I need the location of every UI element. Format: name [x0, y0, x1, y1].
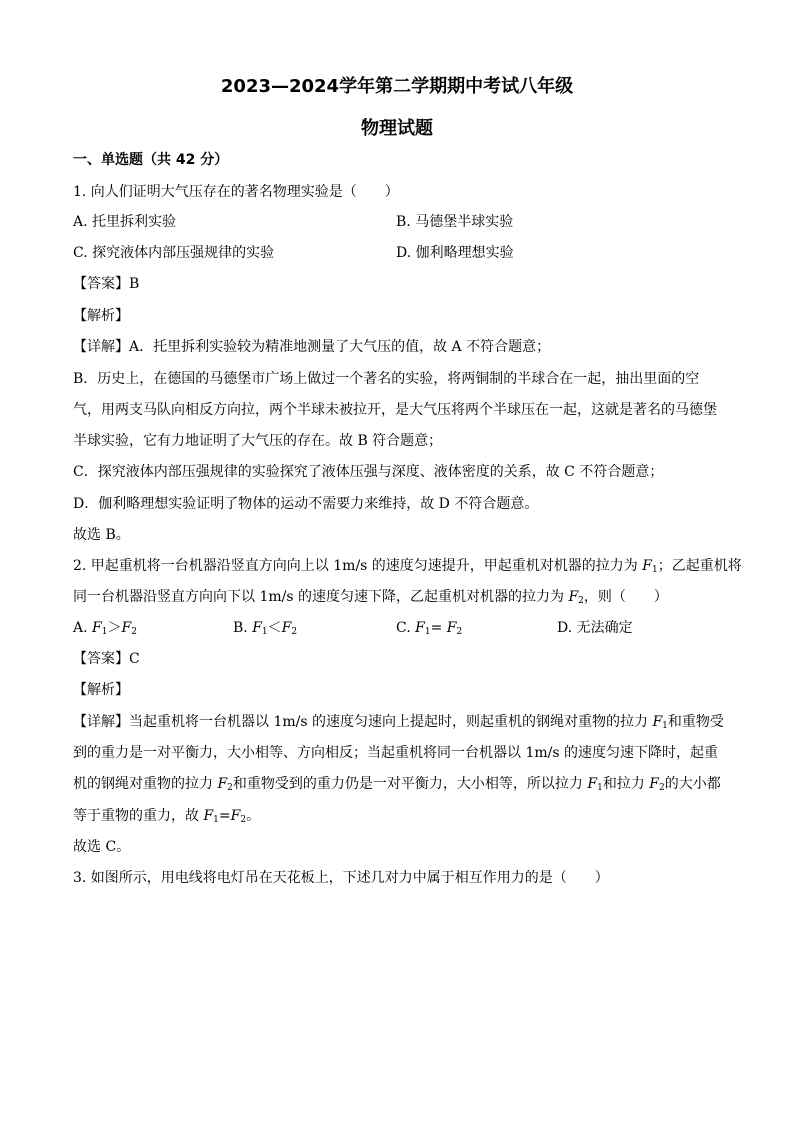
question-3-stem: 3. 如图所示，用电线将电灯吊在天花板上，下述几对力中属于相互作用力的是（ ） — [73, 870, 609, 886]
subscript: 2 — [227, 783, 233, 793]
text: 和重物受 — [667, 714, 724, 730]
question-1-detail-line: 气，用两支马队向相反方向拉，两个半球未被拉开，是大气压将两个半球压在一起，这就是著名的马德堡 — [73, 402, 717, 418]
symbol-f: F — [568, 589, 579, 605]
subscript: 1 — [662, 721, 668, 731]
question-1-analysis-label: 【解析】 — [73, 308, 129, 324]
question-1-conclusion: 故选 B。 — [73, 527, 130, 543]
question-2-option-b — [233, 618, 297, 642]
operator: ＜ — [267, 620, 282, 636]
operator: = — [430, 620, 447, 636]
subscript: 2 — [578, 596, 584, 606]
question-1-stem: 1. 向人们证明大气压存在的著名物理实验是（ ） — [73, 184, 399, 200]
option-letter: A. — [73, 620, 93, 636]
text: 和重物受到的重力仍是一对平衡力，大小相等，所以拉力 — [232, 776, 588, 792]
question-2-option-c — [396, 618, 462, 642]
text: ；乙起重机将 — [657, 558, 742, 574]
question-2-detail-line — [73, 806, 260, 830]
text: 机的钢绳对重物的拉力 — [73, 776, 218, 792]
question-2-answer: 【答案】C — [73, 651, 140, 667]
section-heading: 一、单选题（共 42 分） — [73, 152, 229, 168]
question-1-answer: 【答案】B — [73, 276, 140, 292]
question-2-conclusion: 故选 C。 — [73, 839, 131, 855]
subscript: 1 — [261, 627, 268, 637]
subscript: 2 — [240, 815, 247, 825]
symbol-f: F — [217, 776, 228, 792]
symbol-f: F — [642, 558, 652, 574]
text: 等于重物的重力，故 — [73, 808, 204, 824]
question-2-stem-line1 — [73, 556, 742, 580]
text: 的大小都 — [664, 776, 721, 792]
question-1-option-c: C. 探究液体内部压强规律的实验 — [73, 245, 275, 261]
symbol-f: F — [281, 620, 292, 636]
question-1-detail-line: B．历史上，在德国的马德堡市广场上做过一个著名的实验，将两铜制的半球合在一起，抽出里面的空 — [73, 371, 700, 387]
question-2-detail-line: 到的重力是一对平衡力，大小相等、方向相反；当起重机将同一台机器以 1m/s 的速度匀速下降时，起重 — [73, 745, 718, 761]
text: ，则（ ） — [583, 589, 668, 605]
symbol-f: F — [446, 620, 457, 636]
subscript: 1 — [424, 627, 431, 637]
question-2-option-d: D. 无法确定 — [557, 620, 633, 636]
question-1-option-b: B. 马德堡半球实验 — [396, 214, 514, 230]
text: 【详解】当起重机将一台机器以 1m/s 的速度匀速向上提起时，则起重机的钢绳对重物的拉力 — [73, 714, 653, 730]
question-1-option-d: D. 伽利略理想实验 — [396, 245, 514, 261]
symbol-f: F — [203, 808, 214, 824]
text: 同一台机器沿竖直方向向下以 1m/s 的速度匀速下降，乙起重机对机器的拉力为 — [73, 589, 569, 605]
operator: ＞ — [107, 620, 122, 636]
question-2-stem-line2 — [73, 587, 668, 611]
operator: = — [218, 808, 231, 824]
symbol-f: F — [121, 620, 132, 636]
question-2-analysis-label: 【解析】 — [73, 682, 129, 698]
question-2-option-a — [73, 618, 137, 642]
subscript: 2 — [658, 783, 665, 793]
subscript: 1 — [101, 627, 108, 637]
exam-title: 2023—2024学年第二学期期中考试八年级 — [220, 76, 574, 97]
option-letter: C. — [396, 620, 416, 636]
text: 2. 甲起重机将一台机器沿竖直方向向上以 1m/s 的速度匀速提升，甲起重机对机器的拉力为 — [73, 558, 643, 574]
symbol-f: F — [252, 620, 262, 636]
question-1-detail-line: 【详解】A．托里拆利实验较为精准地测量了大气压的值，故 A 不符合题意； — [73, 339, 551, 355]
text: 和拉力 — [602, 776, 650, 792]
question-1-detail-line: C．探究液体内部压强规律的实验探究了液体压强与深度、液体密度的关系，故 C 不符合题意； — [73, 464, 664, 480]
question-2-detail-line — [73, 774, 721, 798]
subscript: 1 — [651, 565, 658, 575]
subscript: 2 — [131, 627, 137, 637]
subscript: 2 — [291, 627, 298, 637]
option-letter: B. — [233, 620, 253, 636]
symbol-f: F — [92, 620, 102, 636]
symbol-f: F — [230, 808, 241, 824]
symbol-f: F — [649, 776, 659, 792]
exam-subject: 物理试题 — [361, 118, 433, 139]
symbol-f: F — [652, 714, 663, 730]
question-1-detail-line: 半球实验，它有力地证明了大气压的存在。故 B 符合题意； — [73, 433, 443, 449]
subscript: 1 — [597, 783, 603, 793]
symbol-f: F — [415, 620, 425, 636]
question-1-option-a: A. 托里拆利实验 — [73, 214, 177, 230]
subscript: 1 — [213, 815, 219, 825]
question-2-detail-line — [73, 712, 724, 736]
question-1-detail-line: D．伽利略理想实验证明了物体的运动不需要力来维持，故 D 不符合题意。 — [73, 496, 539, 512]
subscript: 2 — [456, 627, 463, 637]
symbol-f: F — [587, 776, 598, 792]
text: 。 — [246, 808, 261, 824]
